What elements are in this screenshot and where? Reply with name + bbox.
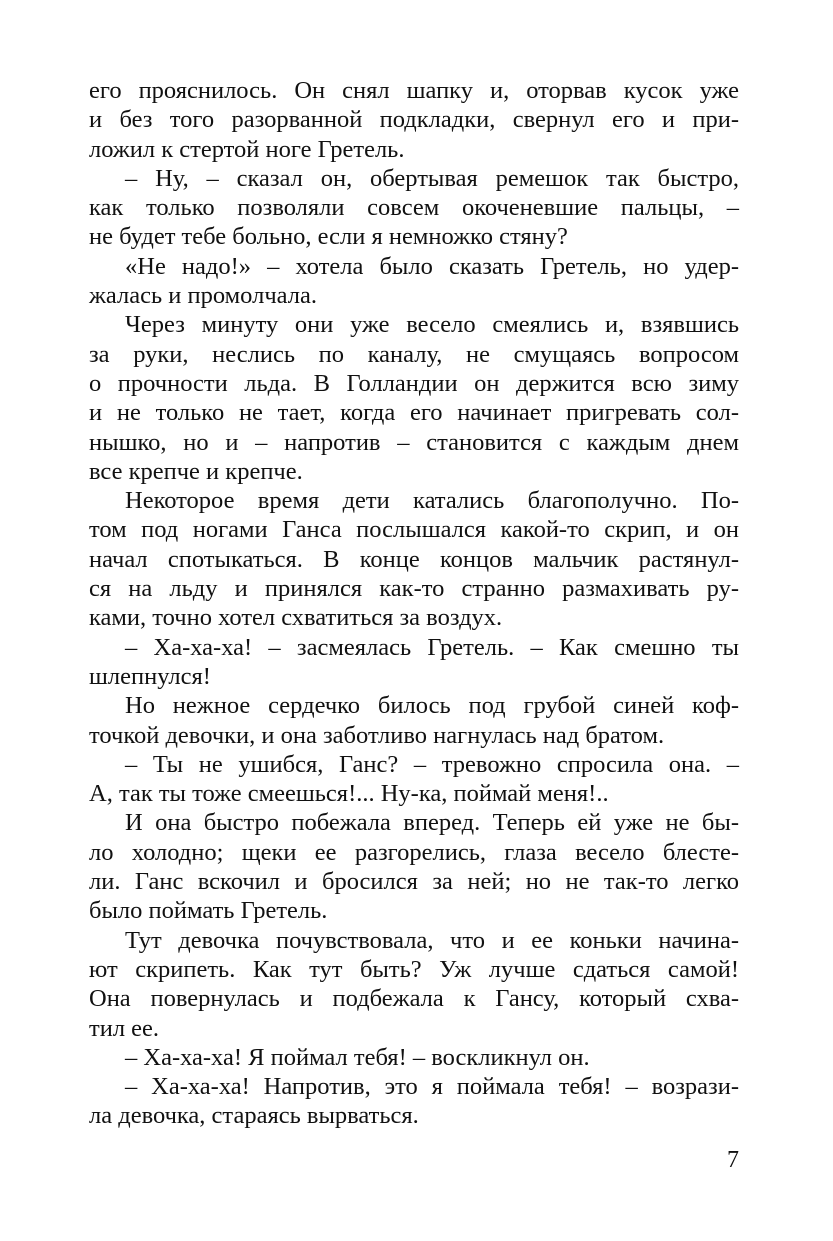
text-line: и без того разорванной подкладки, свернул его и при-: [89, 106, 739, 134]
text-line: о прочности льда. В Голландии он держится всю зиму: [89, 369, 739, 397]
text-line: – Ха-ха-ха! Напротив, это я поймала тебя! – возрази-: [125, 1073, 739, 1101]
text-line: Но нежное сердечко билось под грубой синей коф-: [125, 692, 739, 720]
text-line: ся на льду и принялся как-то странно размахивать ру-: [89, 575, 739, 603]
text-line: Через минуту они уже весело смеялись и, взявшись: [125, 311, 739, 339]
text-line: как только позволяли совсем окоченевшие пальцы, –: [89, 194, 739, 222]
text-line: – Ну, – сказал он, обертывая ремешок так быстро,: [125, 164, 739, 192]
text-line: Тут девочка почувствовала, что и ее коньки начина-: [125, 926, 739, 954]
text-line: ками, точно хотел схватиться за воздух.: [89, 604, 503, 632]
text-line: тил ее.: [89, 1014, 160, 1042]
text-line: ло холодно; щеки ее разгорелись, глаза весело блесте-: [89, 838, 739, 866]
text-line: не будет тебе больно, если я немножко стяну?: [89, 223, 568, 251]
text-line: ют скрипеть. Как тут быть? Уж лучше сдаться самой!: [89, 955, 739, 983]
text-line: – Ха-ха-ха! – засмеялась Гретель. – Как смешно ты: [125, 633, 739, 661]
text-line: – Ты не ушибся, Ганс? – тревожно спросила она. –: [125, 750, 739, 778]
text-line: за руки, неслись по каналу, не смущаясь вопросом: [89, 340, 739, 368]
text-line: ла девочка, стараясь вырваться.: [89, 1102, 419, 1130]
text-line: все крепче и крепче.: [89, 457, 303, 485]
text-line: было поймать Гретель.: [89, 897, 328, 925]
text-line: и не только не тает, когда его начинает пригревать сол-: [89, 399, 739, 427]
text-line: шлепнулся!: [89, 662, 211, 690]
text-line: – Ха-ха-ха! Я поймал тебя! – воскликнул он.: [125, 1043, 590, 1071]
text-line: том под ногами Ганса послышался какой-то скрип, и он: [89, 516, 739, 544]
text-line: нышко, но и – напротив – становится с каждым днем: [89, 428, 739, 456]
text-line: точкой девочки, и она заботливо нагнулась над братом.: [89, 721, 665, 749]
text-line: Она повернулась и подбежала к Гансу, который схва-: [89, 985, 739, 1013]
text-line: его прояснилось. Он снял шапку и, оторвав кусок уже: [89, 77, 739, 104]
text-line: начал спотыкаться. В конце концов мальчик растянул-: [89, 545, 739, 573]
text-line: «Не надо!» – хотела было сказать Гретель, но удер-: [125, 252, 739, 280]
text-line: ложил к стертой ноге Гретель.: [89, 135, 405, 163]
text-line: А, так ты тоже смеешься!... Ну-ка, поймай меня!..: [89, 780, 609, 808]
text-line: жалась и промолчала.: [89, 282, 317, 310]
page-number: 7: [727, 1147, 739, 1173]
page-text: [89, 76, 739, 1131]
text-line: ли. Ганс вскочил и бросился за ней; но не так-то легко: [89, 868, 739, 896]
text-line: И она быстро побежала вперед. Теперь ей уже не бы-: [125, 809, 739, 837]
text-line: Некоторое время дети катались благополучно. По-: [125, 487, 739, 515]
